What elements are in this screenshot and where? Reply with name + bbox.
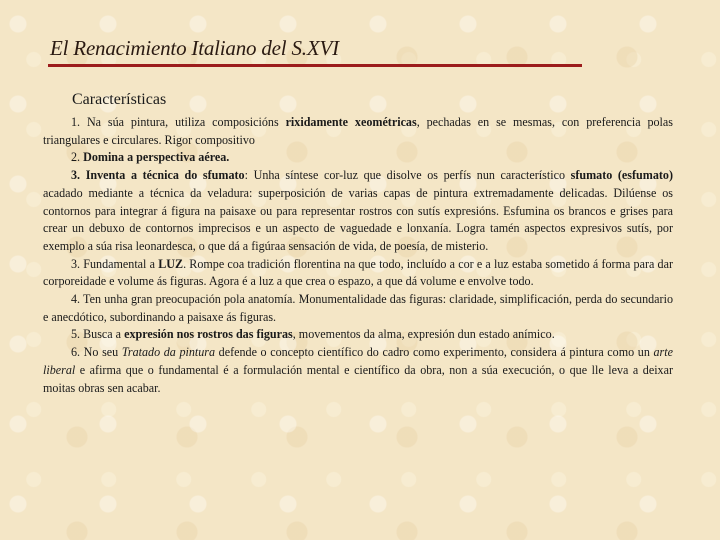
p4-bold: LUZ xyxy=(158,256,184,271)
paragraph-2 xyxy=(43,149,673,167)
p7-italic-b: Tratado da pintura xyxy=(121,345,216,360)
p2-text-a: 2. xyxy=(71,150,84,165)
p6-bold: expresión nos rostros das figuras xyxy=(124,327,293,342)
paragraph-1 xyxy=(43,114,673,149)
paragraph-3 xyxy=(43,167,673,256)
paragraph-6 xyxy=(43,326,673,344)
p4-text-a: 3. Fundamental a xyxy=(71,256,159,271)
p4-text-c: . Rompe coa tradición florentina na que todo, incluído a cor e a luz estaba sometido á forma para dar corporeidade e volume ás figuras. Agora é a luz a que crea o espazo, a que dá volume e envolve todo. xyxy=(43,256,673,289)
body-text xyxy=(43,114,673,397)
p7-text-a: 6. No seu xyxy=(71,345,122,360)
p7-text-c: defende o concepto científico do cadro como experimento, considera á pintura como un xyxy=(215,345,654,360)
title-underline xyxy=(48,64,582,67)
p1-bold: rixidamente xeométricas xyxy=(285,115,417,129)
p1-text-a: 1. Na súa pintura, utiliza composicións xyxy=(71,115,286,129)
p7-italic-d: arte liberal xyxy=(43,345,673,377)
p3-text-b: : Unha síntese cor-luz que disolve os perfís nun característico xyxy=(244,168,571,183)
section-heading: Características xyxy=(72,91,167,108)
p6-text-c: , movementos da alma, expresión dun estado anímico. xyxy=(292,327,555,342)
p6-text-a: 5. Busca a xyxy=(71,327,125,342)
paragraph-5 xyxy=(43,291,673,326)
paragraph-7 xyxy=(43,344,673,397)
p3-bold-a: 3. Inventa a técnica do sfumato xyxy=(71,168,245,183)
p1-text-c: , pechadas en se mesmas, con preferencia polas triangulares e circulares. Rigor compositivo xyxy=(43,115,673,147)
paragraph-4 xyxy=(43,256,673,291)
slide-title: El Renacimiento Italiano del S.XVI xyxy=(50,36,339,60)
p2-bold: Domina a perspectiva aérea. xyxy=(83,150,230,165)
p3-text-d: acadado mediante a técnica da veladura: superposición de varias capas de pintura extremadamente delicadas. Dilúense os contornos para integrar á figura na paisaxe ou para representar rostros con sutís expresións. Esfumina os brancos e grises para crear un debuxo de contornos imprecisos e un aspecto de vaguedade e lonxanía. Logra tamén aspectos expresivos sutís, por exemplo a súa risa leonardesca, o que dá a figúraa sensación de vida, de poesía, de misterio. xyxy=(43,185,673,253)
p5-text-a: 4. Ten unha gran preocupación pola anatomía. Monumentalidade das figuras: claridade, simplificación, perda do secundario e anecdótico, subordinando a paisaxe ás figuras. xyxy=(43,292,673,324)
p3-bold-c: sfumato (esfumato) xyxy=(570,168,673,183)
p7-text-e: e afirma que o fundamental é a formulación mental e científico da obra, non a súa execución, o que lle leva a deixar moitas obras sen acabar. xyxy=(43,362,673,395)
